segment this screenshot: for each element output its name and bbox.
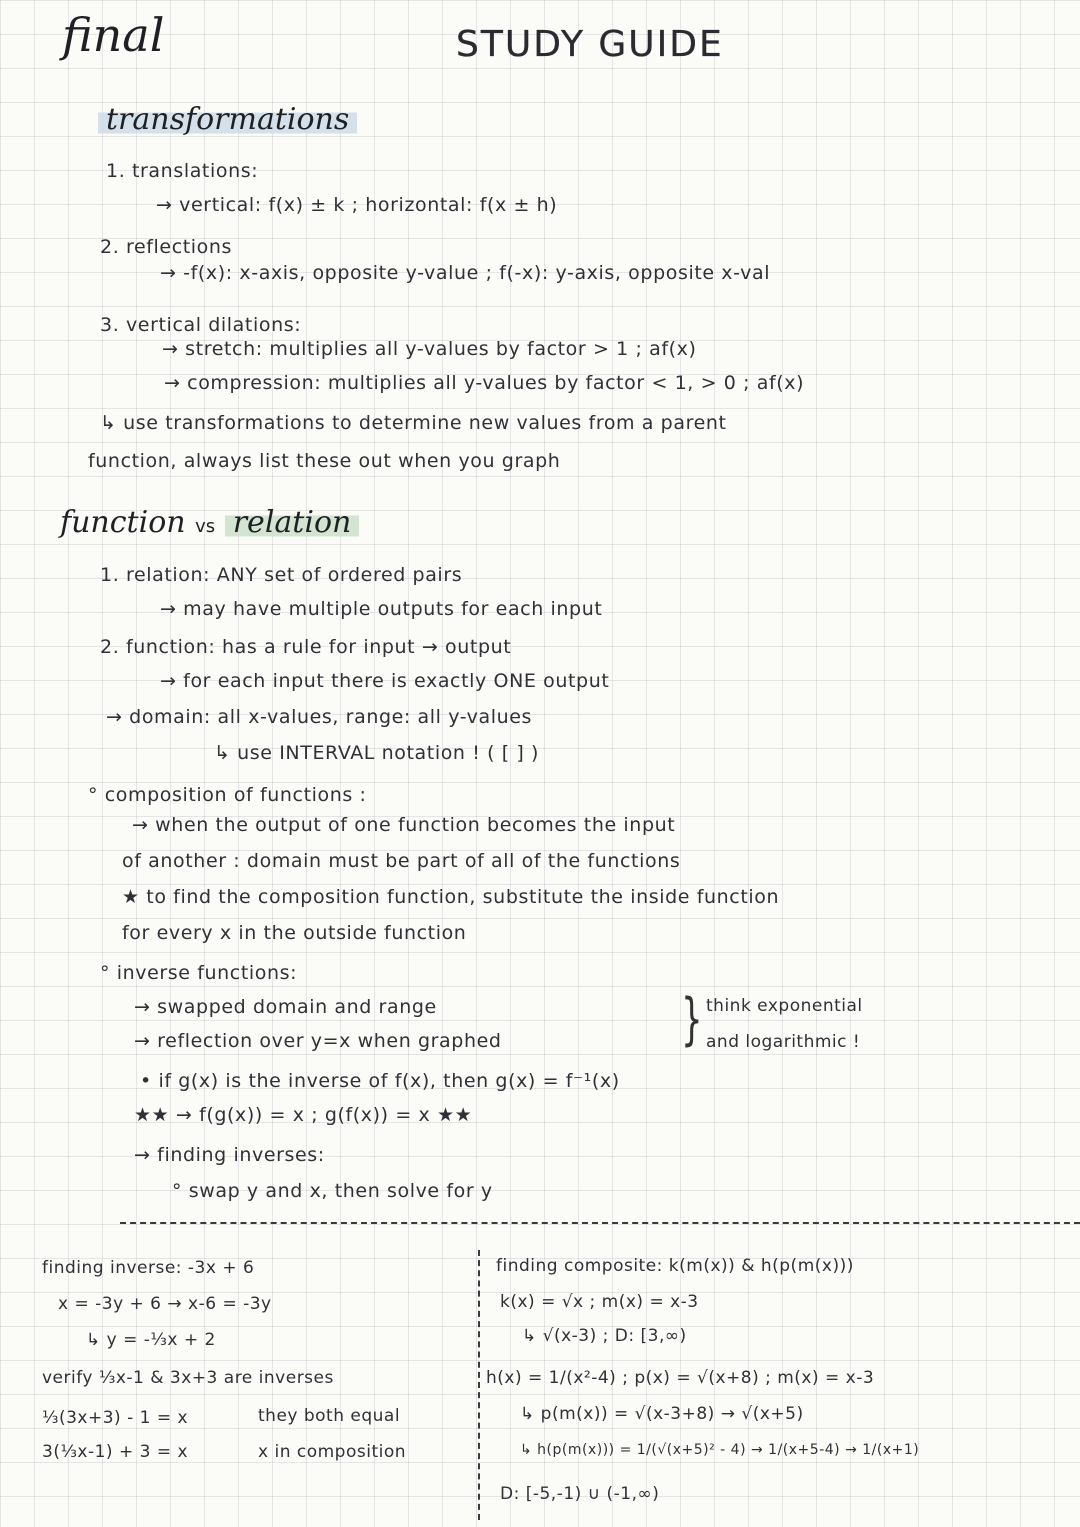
composite-example-line-5: ↳ p(m(x)) = √(x-3+8) → √(x+5) (520, 1404, 804, 1424)
transformations-line-5: 3. vertical dilations: (100, 314, 302, 336)
column-divider (478, 1250, 480, 1520)
composite-example-line-6: ↳ h(p(m(x))) = 1/(√(x+5)² - 4) → 1/(x+5-4) → 1/(x+1) (520, 1442, 920, 1458)
fvr-line-4: → for each input there is exactly ONE output (160, 670, 610, 692)
inverse-example-line-6: 3(⅓x-1) + 3 = x (42, 1442, 189, 1462)
fvr-line-16: ★★ → f(g(x)) = x ; g(f(x)) = x ★★ (134, 1104, 473, 1126)
fvr-line-8: → when the output of one function becomes the input (132, 814, 676, 836)
composite-example-line-2: k(x) = √x ; m(x) = x-3 (500, 1292, 699, 1312)
inverse-example-line-4: verify ⅓x-1 & 3x+3 are inverses (42, 1368, 334, 1388)
fvr-line-10: ★ to find the composition function, substitute the inside function (122, 886, 780, 908)
brace-glyph: } (681, 987, 703, 1052)
heading-vs: vs (195, 516, 216, 537)
composite-example-line-7: D: [-5,-1) ∪ (-1,∞) (500, 1484, 660, 1504)
fvr-line-9: of another : domain must be part of all of the functions (122, 850, 681, 872)
composite-example-line-1: finding composite: k(m(x)) & h(p(m(x))) (496, 1256, 854, 1276)
transformations-line-1: 1. translations: (106, 160, 259, 182)
fvr-line-13: → swapped domain and range (134, 996, 437, 1018)
transformations-line-8: ↳ use transformations to determine new values from a parent (100, 412, 727, 434)
section-heading-function-vs-relation (60, 505, 359, 540)
inverse-example-line-2: x = -3y + 6 → x-6 = -3y (58, 1294, 272, 1314)
transformations-line-4: → -f(x): x-axis, opposite y-value ; f(-x): y-axis, opposite x-val (160, 262, 771, 284)
composite-example-line-3: ↳ √(x-3) ; D: [3,∞) (522, 1326, 687, 1346)
fvr-line-2: → may have multiple outputs for each input (160, 598, 603, 620)
fvr-line-5: → domain: all x-values, range: all y-values (106, 706, 533, 728)
inverse-example-line-7: they both equal (258, 1406, 401, 1426)
transformations-line-9: function, always list these out when you graph (88, 450, 561, 472)
inverse-example-line-1: finding inverse: -3x + 6 (42, 1258, 255, 1278)
composite-example-line-4: h(x) = 1/(x²-4) ; p(x) = √(x+8) ; m(x) = x-3 (486, 1368, 875, 1388)
transformations-line-2: → vertical: f(x) ± k ; horizontal: f(x ± h) (156, 194, 558, 216)
transformations-line-6: → stretch: multiplies all y-values by factor > 1 ; af(x) (162, 338, 697, 360)
fvr-line-12: ° inverse functions: (100, 962, 298, 984)
title-script: final (62, 8, 165, 62)
fvr-line-14: → reflection over y=x when graphed (134, 1030, 502, 1052)
fvr-line-7: ° composition of functions : (88, 784, 367, 806)
brace-note-line-1: think exponential (706, 996, 863, 1016)
inverse-example-line-3: ↳ y = -⅓x + 2 (86, 1330, 216, 1350)
section-divider (120, 1222, 1080, 1224)
fvr-line-1: 1. relation: ANY set of ordered pairs (100, 564, 463, 586)
fvr-line-15: • if g(x) is the inverse of f(x), then g(x) = f⁻¹(x) (140, 1070, 620, 1092)
inverse-example-line-5: ⅓(3x+3) - 1 = x (42, 1408, 189, 1428)
heading-relation: relation (225, 505, 360, 540)
section-heading-transformations: transformations (98, 102, 357, 137)
fvr-line-3: 2. function: has a rule for input → output (100, 636, 512, 658)
fvr-line-11: for every x in the outside function (122, 922, 467, 944)
fvr-line-6: ↳ use INTERVAL notation ! ( [ ] ) (214, 742, 540, 764)
brace-note-line-2: and logarithmic ! (706, 1032, 861, 1052)
inverse-example-line-8: x in composition (258, 1442, 407, 1462)
fvr-line-18: ° swap y and x, then solve for y (172, 1180, 493, 1202)
heading-function: function (60, 505, 186, 540)
fvr-line-17: → finding inverses: (134, 1144, 325, 1166)
transformations-line-7: → compression: multiplies all y-values by factor < 1, > 0 ; af(x) (164, 372, 805, 394)
title-caps: STUDY GUIDE (456, 24, 724, 65)
transformations-line-3: 2. reflections (100, 236, 233, 258)
